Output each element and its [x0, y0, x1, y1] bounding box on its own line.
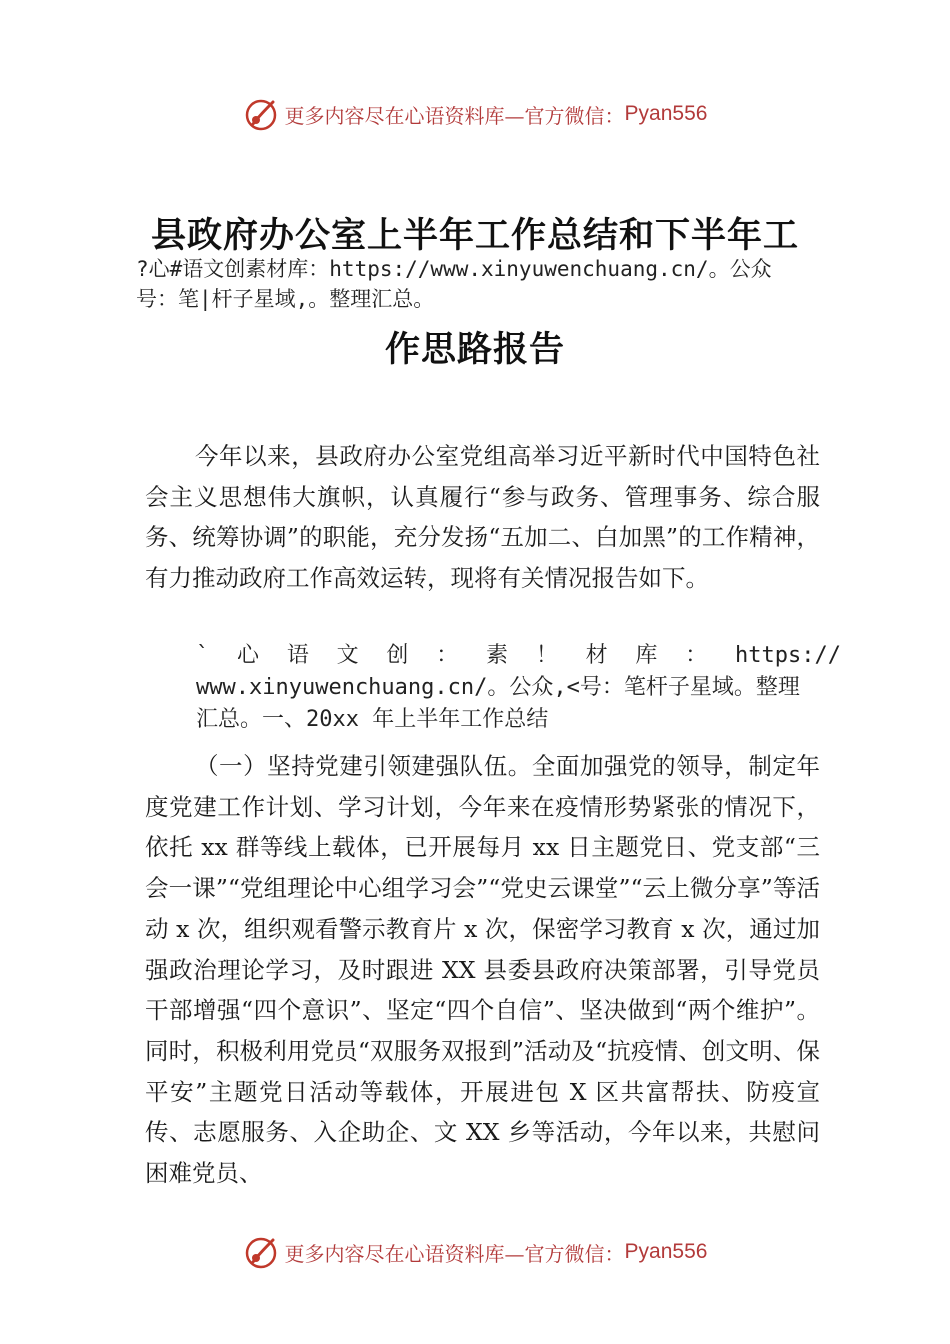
inline-source-token: https://: [735, 643, 841, 668]
document-title-line-2: 作思路报告: [384, 329, 565, 370]
inline-source-token: 创: [386, 643, 409, 668]
inline-source-token: 语: [286, 643, 309, 668]
inline-source-token: 库: [635, 643, 658, 668]
footer-watermark: [0, 1234, 950, 1270]
inline-source-token: `: [196, 643, 210, 668]
watermark-text: 更多内容尽在心语资料库—官方微信：: [284, 103, 625, 128]
watermark-id: Pyan556: [624, 102, 708, 125]
watermark-id: Pyan556: [624, 1240, 708, 1263]
inline-source-note: [196, 640, 841, 736]
document-title-line-1: 县政府办公室上半年工作总结和下半年工: [150, 215, 799, 256]
header-watermark: [0, 96, 950, 132]
source-note-line-1: ?心#语文创素材库：https://www.xinyuwenchuang.cn/。公众: [136, 257, 772, 281]
inline-source-token: 心: [237, 643, 260, 668]
paragraph-party-building: （一）坚持党建引领建强队伍。全面加强党的领导，制定年度党建工作计划、学习计划，今年来在疫情形势紧张的情况下，依托 xx 群等线上载体，已开展每月 xx 日主题党日、党支部“三会一课”“党组理论中心组学习会”“党史云课堂”“云上微分享”等活动 x 次，组织观看警示教育片 x 次，保密学习教育 x 次，通过加强政治理论学习，及时跟进 XX 县委县政府决策部署，引导党员干部增强“四个意识”、坚定“四个自信”、坚决做到“两个维护”。同时，积极利用党员“双服务双报到”活动及“抗疫情、创文明、保平安”主题党日活动等载体，开展进包 X 区共富帮扶、防疫宣传、志愿服务、入企助企、文 XX 乡等活动，今年以来，共慰问困难党员、: [145, 752, 820, 1188]
paragraph-intro: 今年以来，县政府办公室党组高举习近平新时代中国特色社会主义思想伟大旗帜，认真履行“参与政务、管理事务、综合服务、统筹协调”的职能，充分发扬“五加二、白加黑”的工作精神，有力推动政府工作高效运转，现将有关情况报告如下。: [145, 442, 820, 593]
inline-source-spread-line: [196, 640, 841, 672]
ink-brush-logo-icon: [243, 1234, 279, 1270]
inline-source-token: ：: [685, 643, 708, 668]
inline-source-line-2: www.xinyuwenchuang.cn/。公众,<号：笔杆子星域。整理: [196, 675, 800, 700]
inline-source-line-3: 汇总。一、20xx 年上半年工作总结: [196, 707, 549, 732]
inline-source-token: ：: [436, 643, 459, 668]
source-note-line-2: 号：笔|杆子星域,。整理汇总。: [136, 287, 435, 311]
source-note: [136, 254, 836, 314]
ink-brush-logo-icon: [243, 96, 279, 132]
inline-source-token: 材: [585, 643, 608, 668]
watermark-text: 更多内容尽在心语资料库—官方微信：: [284, 1241, 625, 1266]
inline-source-token: 素: [486, 643, 509, 668]
inline-source-token: 文: [336, 643, 359, 668]
inline-source-token: ！: [535, 643, 558, 668]
